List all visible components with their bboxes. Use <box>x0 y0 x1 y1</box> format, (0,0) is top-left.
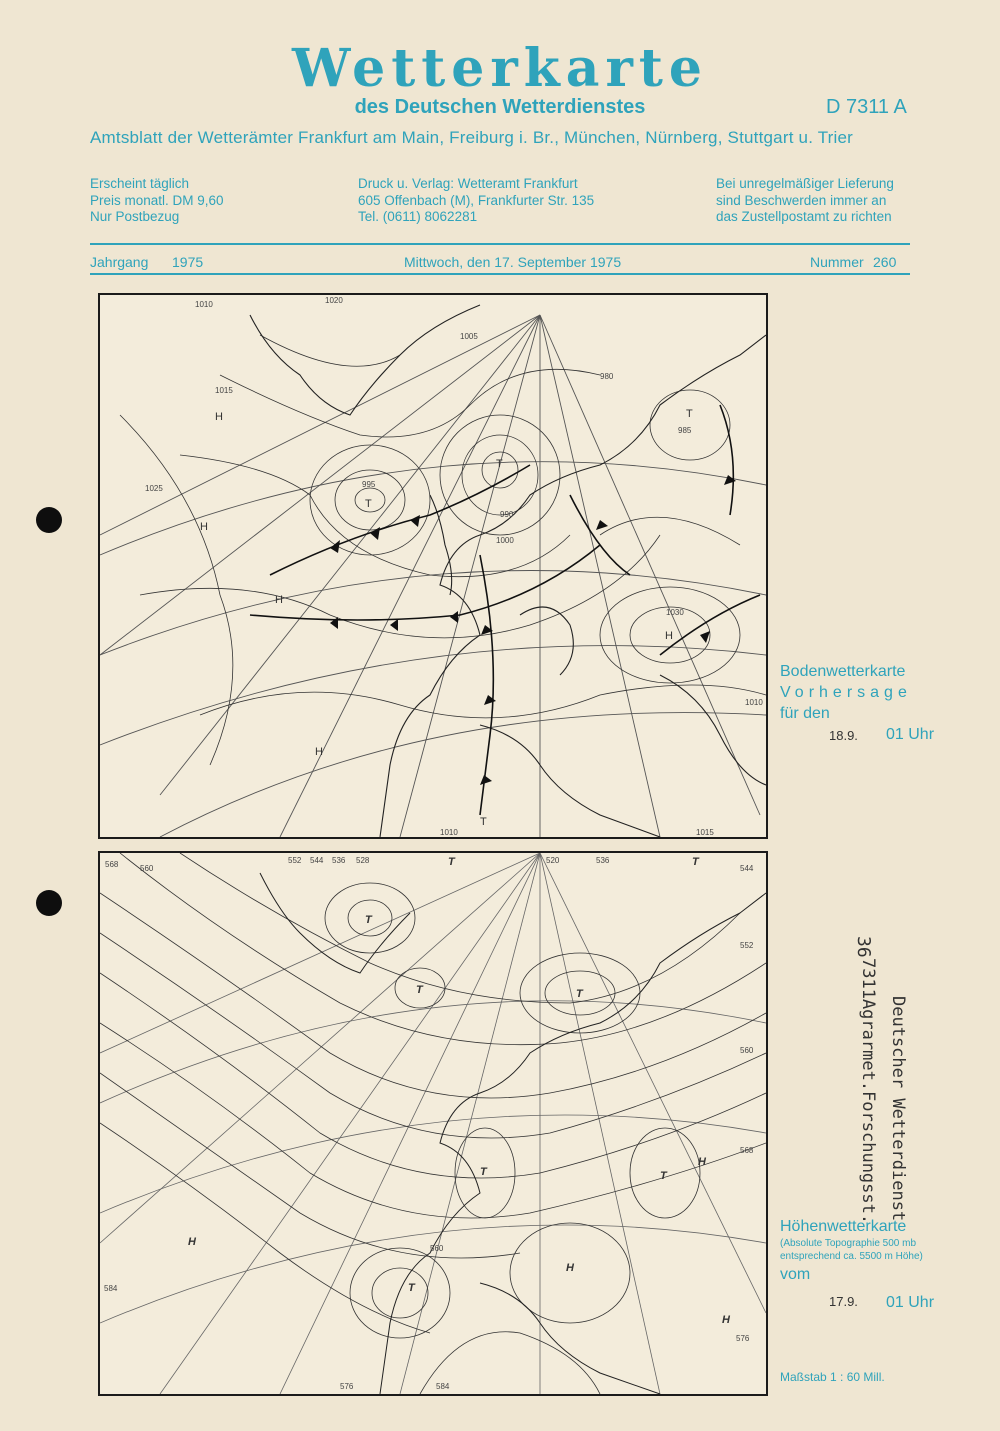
upper-air-map-drawing <box>100 853 766 1394</box>
contour-label: 552 <box>288 856 302 865</box>
contour-label: 560 <box>430 1244 444 1253</box>
info-right-line: Bei unregelmäßiger Lieferung <box>716 176 894 191</box>
contour-label: 576 <box>736 1334 750 1343</box>
rule-top <box>90 243 910 245</box>
contour-label: 584 <box>104 1284 118 1293</box>
surface-map-label: H <box>665 630 673 642</box>
page-subtitle: des Deutschen Wetterdienstes <box>354 96 646 118</box>
nummer-label: Nummer <box>810 254 864 270</box>
isobar-label: 1005 <box>460 332 478 341</box>
page-title: Wetterkarte <box>292 38 708 99</box>
surface-map-time: 01 Uhr <box>886 726 935 743</box>
surface-map-label: T <box>365 498 372 510</box>
surface-map-caption-3: für den <box>780 705 830 722</box>
surface-map-label: T <box>686 408 693 420</box>
publication-code: D 7311 A <box>826 96 907 118</box>
upper-map-label: H <box>188 1236 196 1248</box>
upper-map-caption-3: entsprechend ca. 5500 m Höhe) <box>780 1251 923 1262</box>
isobar-label: 1010 <box>195 300 213 309</box>
upper-map-label: T <box>408 1282 415 1294</box>
surface-map-label: T <box>480 816 487 828</box>
info-right-line: das Zustellpostamt zu richten <box>716 209 892 224</box>
upper-map-time: 01 Uhr <box>886 1294 935 1311</box>
isobar-label: 985 <box>678 426 692 435</box>
info-right-line: sind Beschwerden immer an <box>716 192 887 208</box>
stamp-line-2: 7311Agrarmet.Forschungsst. <box>858 958 878 1225</box>
isobar-label: 980 <box>600 372 614 381</box>
isobar-label: 1025 <box>145 484 163 493</box>
upper-map-label: T <box>660 1170 667 1182</box>
map-scale: Maßstab 1 : 60 Mill. <box>780 1370 885 1384</box>
contour-label: 576 <box>340 1382 354 1391</box>
surface-map-label: T <box>496 458 503 470</box>
surface-weather-map <box>98 293 768 839</box>
stamp-line-1: Deutscher Wetterdienst <box>888 996 908 1222</box>
upper-map-label: H <box>566 1262 574 1274</box>
upper-map-caption-2: (Absolute Topographie 500 mb <box>780 1238 917 1249</box>
info-center-line: 605 Offenbach (M), Frankfurter Str. 135 <box>358 192 595 208</box>
info-left-line: Nur Postbezug <box>90 209 180 224</box>
upper-map-caption-1: Höhenwetterkarte <box>780 1218 907 1235</box>
upper-map-label: H <box>722 1314 730 1326</box>
isobar-label: 1015 <box>696 828 714 837</box>
surface-map-drawing <box>100 295 766 837</box>
info-center <box>358 176 594 226</box>
upper-map-date: 17.9. <box>829 1294 858 1309</box>
surface-map-label: H <box>315 746 323 758</box>
contour-label: 528 <box>356 856 370 865</box>
contour-label: 544 <box>310 856 324 865</box>
upper-map-label: T <box>480 1166 487 1178</box>
punch-hole-top <box>36 507 62 533</box>
isobar-label: 1010 <box>440 828 458 837</box>
isobar-label: 1015 <box>215 386 233 395</box>
info-center-line: Druck u. Verlag: Wetteramt Frankfurt <box>358 176 578 191</box>
contour-label: 584 <box>436 1382 450 1391</box>
contour-label: 568 <box>105 860 119 869</box>
upper-map-label: T <box>576 988 583 1000</box>
surface-map-label: H <box>215 411 223 423</box>
upper-map-label: H <box>698 1156 706 1168</box>
upper-map-label: T <box>448 856 455 868</box>
contour-label: 560 <box>140 864 154 873</box>
info-left-line: Preis monatl. DM 9,60 <box>90 192 224 208</box>
contour-label: 552 <box>740 941 754 950</box>
surface-map-caption-2: Vorhersage <box>780 684 912 701</box>
contour-label: 536 <box>332 856 346 865</box>
jahrgang-value: 1975 <box>172 254 204 270</box>
surface-map-date: 18.9. <box>829 728 858 743</box>
contour-label: 536 <box>596 856 610 865</box>
isobar-label: 1020 <box>325 296 343 305</box>
punch-hole-bottom <box>36 890 62 916</box>
info-left <box>90 176 224 226</box>
isobar-label: 1000 <box>496 536 514 545</box>
info-left-line: Erscheint täglich <box>90 176 190 191</box>
upper-map-label: T <box>692 856 699 868</box>
info-center-line: Tel. (0611) 8062281 <box>358 209 478 224</box>
upper-map-label: T <box>365 914 372 926</box>
surface-map-label: H <box>200 521 208 533</box>
jahrgang-label: Jahrgang <box>90 254 149 270</box>
nummer-value: 260 <box>873 254 897 270</box>
issue-date: Mittwoch, den 17. September 1975 <box>404 254 622 270</box>
contour-label: 568 <box>740 1146 754 1155</box>
info-right <box>716 176 894 226</box>
contour-label: 560 <box>740 1046 754 1055</box>
isobar-label: 995 <box>362 480 376 489</box>
upper-air-map <box>98 851 768 1396</box>
rule-bottom <box>90 273 910 275</box>
stamp-number: 36 <box>853 936 874 958</box>
surface-map-caption-1: Bodenwetterkarte <box>780 663 906 680</box>
isobar-label: 990 <box>500 510 514 519</box>
isobar-label: 1030 <box>666 608 684 617</box>
upper-map-caption-4: vom <box>780 1266 811 1283</box>
library-stamp <box>848 930 988 1280</box>
upper-map-label: T <box>416 984 423 996</box>
surface-map-label: H <box>275 594 283 606</box>
amtsblatt-line: Amtsblatt der Wetterämter Frankfurt am Main, Freiburg i. Br., München, Nürnberg, Stuttgart u. Trier <box>90 128 854 147</box>
isobar-label: 1010 <box>745 698 763 707</box>
contour-label: 544 <box>740 864 754 873</box>
contour-label: 520 <box>546 856 560 865</box>
